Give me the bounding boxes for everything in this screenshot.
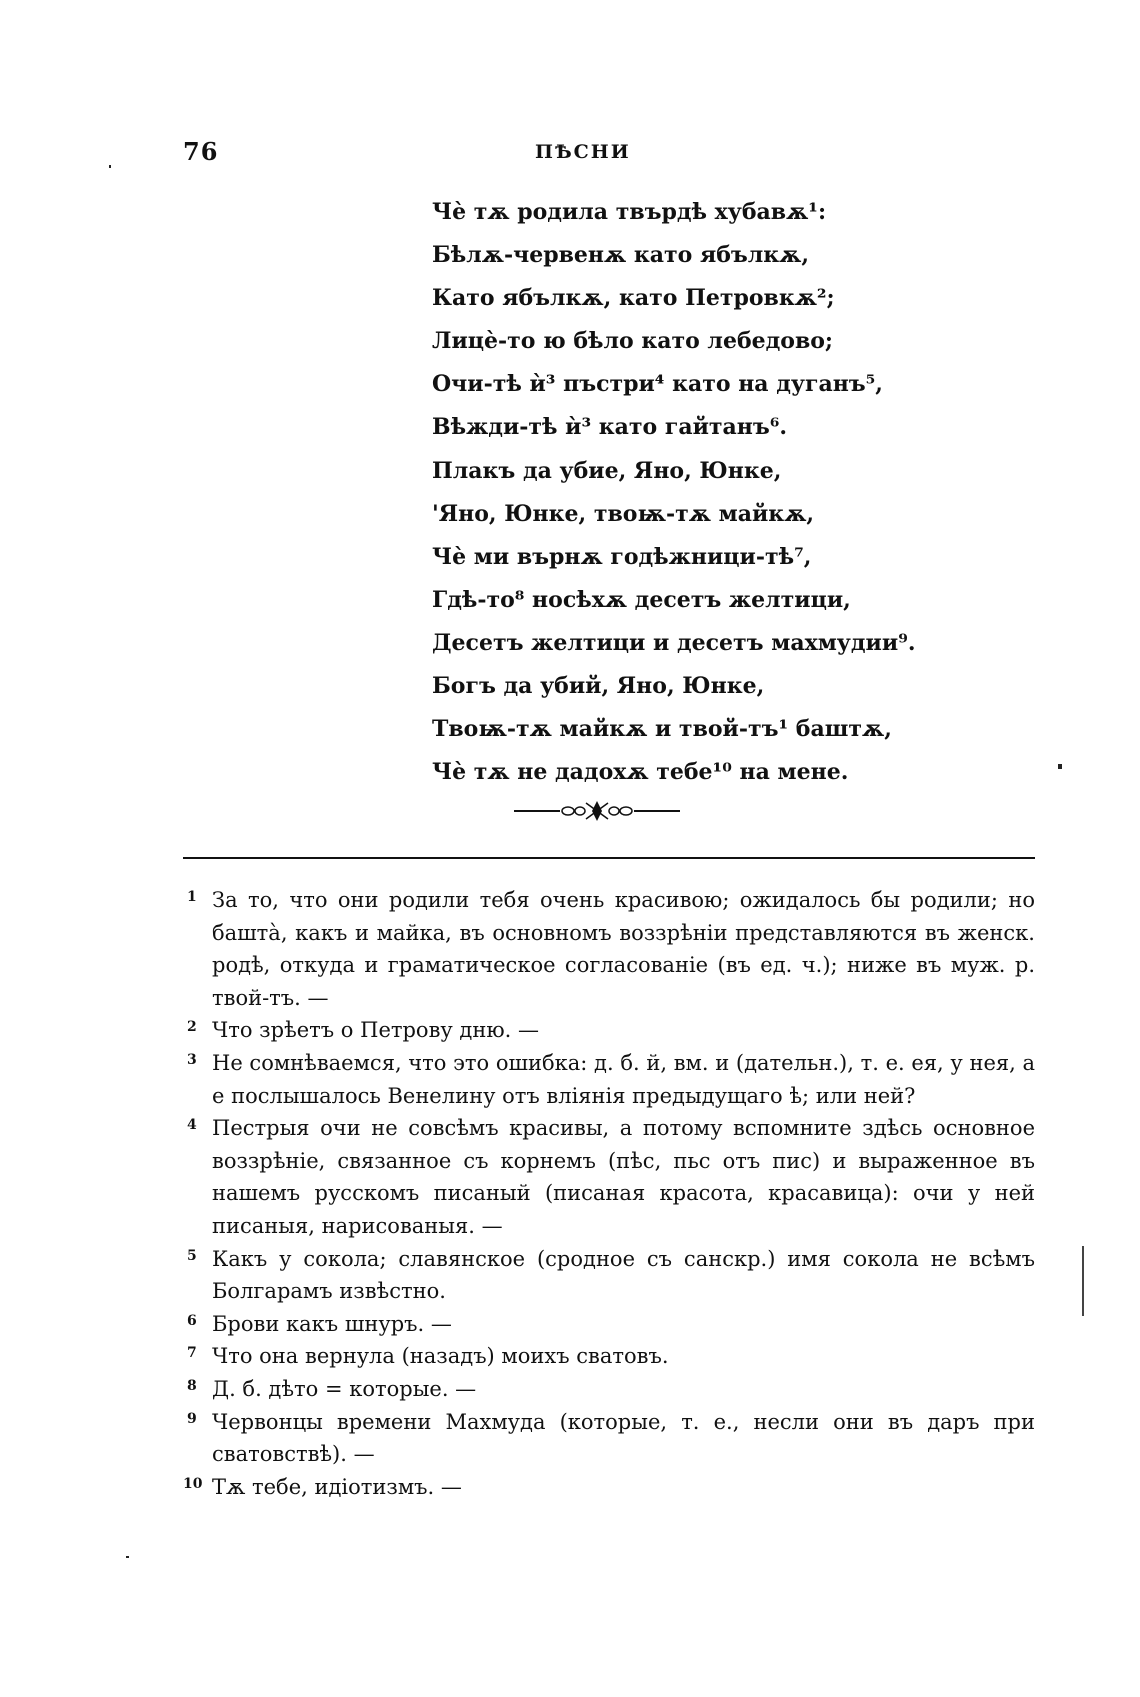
footnote — [183, 1014, 1035, 1047]
footnote-number: 10 — [183, 1475, 203, 1492]
poem-line: Чѐ ми върнѫ годѣжници-тѣ⁷, — [432, 543, 812, 570]
poem-line: Лицѐ-то ю бѣло като лебедово; — [432, 328, 834, 355]
footnote-text: За то, что они родили тебя очень красивою; ожидалось бы родили; но баштà, какъ и майка, въ основномъ воззрѣніи представляются въ женск. родѣ, откуда и граматическое согласованіе (въ ед. ч.); ниже въ муж. р. твой-тъ. — — [212, 888, 1035, 1010]
footnote-number: 2 — [187, 1019, 197, 1036]
footnote — [183, 884, 1035, 1014]
poem-line: Твоѭ-тѫ майкѫ и твой-тъ¹ баштѫ, — [432, 716, 892, 743]
page-number: 76 — [183, 137, 219, 166]
footnote — [183, 1406, 1035, 1471]
footnote — [183, 1047, 1035, 1112]
poem-line: Гдѣ-то⁸ носѣхѫ десетъ желтици, — [432, 586, 851, 613]
poem-line: Бѣлѫ-червенѫ като ябълкѫ, — [432, 242, 810, 269]
decorative-ornament-icon — [512, 799, 682, 823]
footnote — [183, 1471, 1035, 1504]
footnote — [183, 1373, 1035, 1406]
footnote — [183, 1243, 1035, 1308]
poem-line: Плакъ да убие, Яно, Юнке, — [432, 457, 782, 484]
footnotes — [183, 884, 1035, 1503]
scan-speck — [1058, 764, 1062, 769]
running-title: ПѢСНИ — [535, 141, 631, 163]
footnote-number: 5 — [187, 1247, 197, 1264]
footnote-number: 7 — [187, 1345, 197, 1362]
footnote — [183, 1112, 1035, 1242]
footnote-text: Не сомнѣваемся, что это ошибка: д. б. й, вм. и (дательн.), т. е. ея, у нея, а е послышалось Венелину отъ вліянія предыдущаго ѣ; или ней? — [212, 1050, 1035, 1108]
poem-line: Очи-тѣ ѝ³ пъстри⁴ като на дуганъ⁵, — [432, 371, 883, 398]
footnote-number: 1 — [187, 889, 197, 905]
poem-line: Чѐ тѫ не дадохѫ тебе¹⁰ на мене. — [432, 759, 849, 786]
footnote-number: 8 — [187, 1377, 197, 1394]
footnote-text: Пестрыя очи не совсѣмъ красивы, а потому вспомните здѣсь основное воззрѣніе, связанное съ корнемъ (пѣс, пьс отъ пис) и выраженное въ нашемъ русскомъ писаный (писаная красота, красавица): очи у ней писаныя, нарисованыя. — — [212, 1116, 1035, 1238]
scan-speck — [126, 1556, 129, 1558]
footnote-text: Тѫ тебе, идіотизмъ. — — [212, 1474, 462, 1499]
scan-speck — [109, 165, 111, 168]
footnote — [183, 1340, 1035, 1373]
footnote-divider — [183, 857, 1035, 859]
footnote-number: 9 — [187, 1410, 197, 1427]
scan-speck — [1082, 1246, 1084, 1316]
footnote-text: Что она вернула (назадъ) моихъ сватовъ. — [212, 1344, 669, 1369]
poem-line: Вѣжди-тѣ ѝ³ като гайтанъ⁶. — [432, 414, 788, 441]
footnote-text: Брови какъ шнуръ. — — [212, 1311, 452, 1336]
poem-line: Десетъ желтици и десетъ махмудии⁹. — [432, 629, 916, 656]
footnote-text: Какъ у сокола; славянское (сродное съ санскр.) имя сокола не всѣмъ Болгарамъ извѣстно. — [212, 1246, 1035, 1304]
poem-line: 'Яно, Юнке, твоѭ-тѫ майкѫ, — [432, 500, 815, 527]
footnote-number: 3 — [187, 1051, 197, 1068]
poem-line: Чѐ тѫ родила твърдѣ хубавѫ¹: — [432, 199, 827, 225]
poem-line: Като ябълкѫ, като Петровкѫ²; — [432, 285, 835, 312]
poem-text — [432, 196, 916, 799]
footnote-text: Д. б. дѣто = которые. — — [212, 1376, 477, 1401]
footnote-text: Что зрѣетъ о Петрову дню. — — [212, 1018, 539, 1043]
footnote-number: 6 — [187, 1312, 197, 1329]
footnote-text: Червонцы времени Махмуда (которые, т. е., несли они въ даръ при сватовствѣ). — — [212, 1409, 1035, 1467]
poem-line: Богъ да убий, Яно, Юнке, — [432, 673, 765, 700]
footnote — [183, 1308, 1035, 1341]
footnote-number: 4 — [187, 1117, 197, 1134]
